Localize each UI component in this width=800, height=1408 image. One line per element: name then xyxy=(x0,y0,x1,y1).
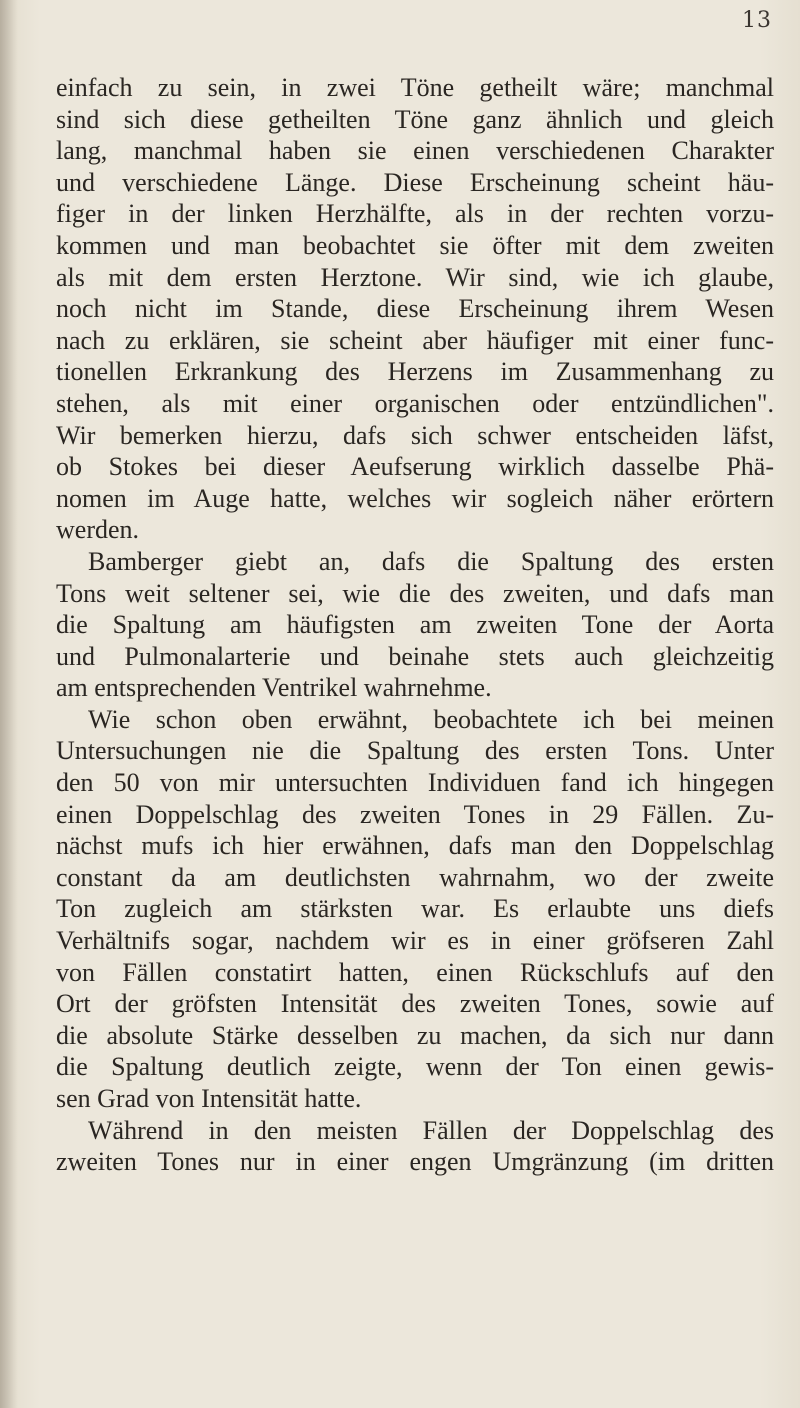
text-line: Wir bemerken hierzu, dafs sich schwer entscheiden läfst, xyxy=(56,420,774,450)
text-line: Ort der gröfsten Intensität des zweiten Tones, sowie auf xyxy=(56,989,774,1019)
text-line: ob Stokes bei dieser Aeufserung wirklich dasselbe Phä- xyxy=(56,452,774,482)
text-line: constant da am deutlichsten wahrnahm, wo der zweite xyxy=(56,862,774,892)
text-line: nächst mufs ich hier erwähnen, dafs man den Doppelschlag xyxy=(56,831,774,861)
text-line: Wie schon oben erwähnt, beobachtete ich bei meinen xyxy=(88,704,774,734)
page-gutter-shadow xyxy=(0,0,18,1408)
text-line: Untersuchungen nie die Spaltung des ersten Tons. Unter xyxy=(56,736,774,766)
text-line: Verhältnifs sogar, nachdem wir es in einer gröfseren Zahl xyxy=(56,926,774,956)
text-line: nomen im Auge hatte, welches wir sogleich näher erörtern xyxy=(56,483,774,513)
text-line: stehen, als mit einer organischen oder entzündlichen". xyxy=(56,388,774,418)
text-line: Bamberger giebt an, dafs die Spaltung des ersten xyxy=(88,546,774,576)
text-line: zweiten Tones nur in einer engen Umgränzung (im dritten xyxy=(56,1147,774,1177)
body-text xyxy=(56,72,774,1178)
text-line: noch nicht im Stande, diese Erscheinung ihrem Wesen xyxy=(56,294,774,324)
text-line: die Spaltung deutlich zeigte, wenn der Ton einen gewis- xyxy=(56,1052,774,1082)
text-line: die absolute Stärke desselben zu machen, da sich nur dann xyxy=(56,1020,774,1050)
text-line: sind sich diese getheilten Töne ganz ähnlich und gleich xyxy=(56,104,774,134)
text-line: Ton zugleich am stärksten war. Es erlaubte uns diefs xyxy=(56,894,774,924)
text-line: Während in den meisten Fällen der Doppelschlag des xyxy=(88,1115,774,1145)
text-line: lang, manchmal haben sie einen verschiedenen Charakter xyxy=(56,136,774,166)
text-line: die Spaltung am häufigsten am zweiten Tone der Aorta xyxy=(56,610,774,640)
text-line: als mit dem ersten Herztone. Wir sind, wie ich glaube, xyxy=(56,262,774,292)
text-line: figer in der linken Herzhälfte, als in der rechten vorzu- xyxy=(56,199,774,229)
text-line: einfach zu sein, in zwei Töne getheilt wäre; manchmal xyxy=(56,73,774,102)
text-line: von Fällen constatirt hatten, einen Rückschlufs auf den xyxy=(56,957,774,987)
text-line: tionellen Erkrankung des Herzens im Zusammenhang zu xyxy=(56,357,774,387)
text-line: kommen und man beobachtet sie öfter mit dem zweiten xyxy=(56,230,774,260)
text-line: sen Grad von Intensität hatte. xyxy=(56,1084,362,1113)
page-number: 13 xyxy=(742,8,772,33)
text-line: Tons weit seltener sei, wie die des zweiten, und dafs man xyxy=(56,578,774,608)
text-line: werden. xyxy=(56,515,140,545)
text-line: am entsprechenden Ventrikel wahrnehme. xyxy=(56,673,492,703)
text-line: einen Doppelschlag des zweiten Tones in 29 Fällen. Zu- xyxy=(56,799,774,829)
text-line: und verschiedene Länge. Diese Erscheinung scheint häu- xyxy=(56,167,774,197)
text-line: den 50 von mir untersuchten Individuen fand ich hingegen xyxy=(56,768,774,798)
text-line: und Pulmonalarterie und beinahe stets auch gleichzeitig xyxy=(56,641,774,671)
text-line: nach zu erklären, sie scheint aber häufiger mit einer func- xyxy=(56,325,774,355)
